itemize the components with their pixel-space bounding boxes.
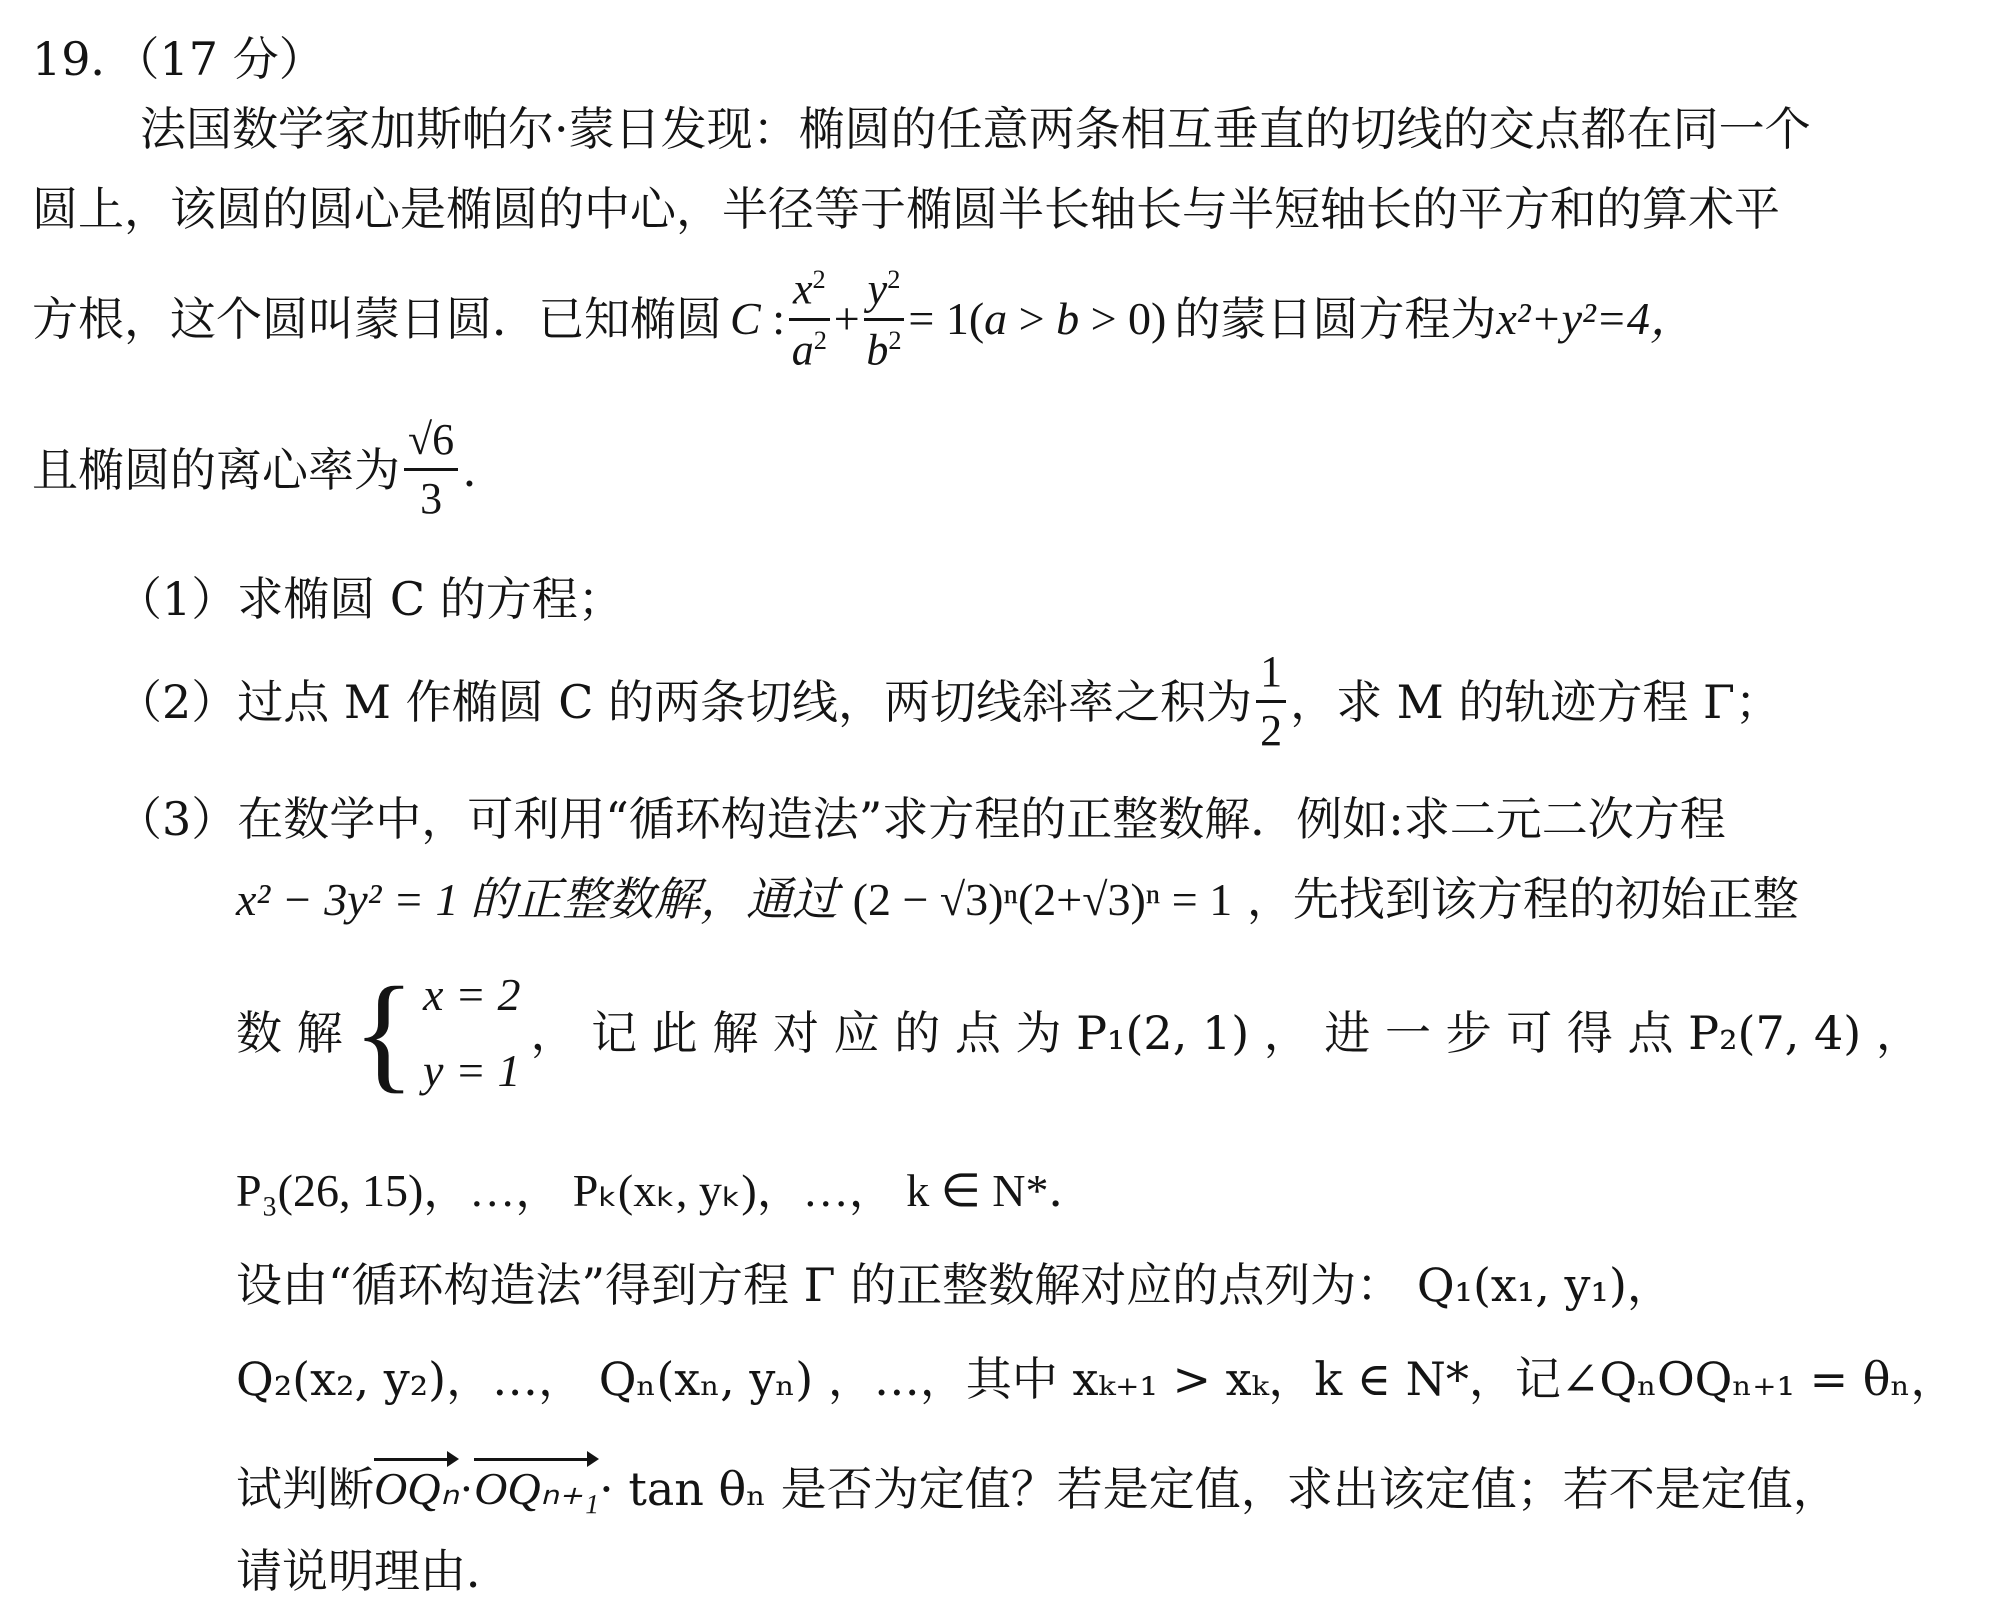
eccentricity-numerator: √6 xyxy=(404,418,458,471)
question-3-line-8: 请说明理由． xyxy=(236,1544,512,1598)
question-3-line-3-text: 数 解 xyxy=(236,1006,343,1060)
intro-line-1: 法国数学家加斯帕尔·蒙日发现：椭圆的任意两条相互垂直的切线的交点都在同一个 xyxy=(140,102,1811,156)
conjugate-product: (2 − √3)ⁿ(2+√3)ⁿ = 1 xyxy=(852,874,1233,925)
question-1: （1）求椭圆 C 的方程； xyxy=(116,572,624,626)
pell-equation: x² − 3y² = 1 的正整数解，通过 xyxy=(236,874,838,925)
question-3-line-2 xyxy=(236,872,1799,926)
vector-oqn: OQₙ xyxy=(374,1458,459,1512)
question-2-text: （2）过点 M 作椭圆 C 的两条切线，两切线斜率之积为 xyxy=(116,674,1253,729)
monge-circle-equation: x²+y²=4， xyxy=(1496,293,1696,345)
question-3-line-7-text: 试判断 xyxy=(236,1462,374,1516)
intro-line-3 xyxy=(32,264,1696,375)
intro-line-4 xyxy=(32,415,477,523)
left-brace: { xyxy=(352,961,416,1105)
initial-solution-system xyxy=(352,961,521,1105)
system-line-2: y = 1 xyxy=(423,1045,521,1096)
vector-oqn1: OQₙ₊₁ xyxy=(474,1458,599,1512)
question-3-line-2-text: ，先找到该方程的初始正整 xyxy=(1246,872,1799,926)
slope-product-fraction xyxy=(1256,647,1286,755)
question-2 xyxy=(116,647,1781,755)
dot-operator: · xyxy=(458,1463,475,1514)
intro-line-3-text-2: 的蒙日圆方程为 xyxy=(1174,292,1497,347)
eccentricity-denominator: 3 xyxy=(420,474,443,523)
question-2-text-2: ，求 M 的轨迹方程 Γ； xyxy=(1290,674,1781,729)
system-line-1: x = 2 xyxy=(423,969,521,1020)
question-3-line-7 xyxy=(236,1458,1839,1516)
question-3-line-4: P₃(26, 15)，…， Pₖ(xₖ, yₖ)，…， k ∈ N*． xyxy=(236,1165,1095,1216)
question-3-line-3 xyxy=(236,961,1922,1105)
slope-product-denominator: 2 xyxy=(1260,706,1283,755)
ellipse-equation: C : $\frac{x^2}{a^2}$ + $\frac{y^2}{b^2}$ = 1( a > b > 0) xyxy=(730,264,1167,375)
slope-product-numerator: 1 xyxy=(1256,650,1286,703)
question-3-line-3-text-2: ， 记 此 解 对 应 的 点 为 P₁(2, 1) ， 进 一 步 可 得 点 P₂(7, 4) ， xyxy=(530,1006,1922,1060)
problem-number: 19．（17 分） xyxy=(32,32,325,86)
eccentricity-fraction xyxy=(404,415,458,523)
intro-line-3-text: 方根，这个圆叫蒙日圆．已知椭圆 xyxy=(32,292,722,347)
intro-line-4-text: 且椭圆的离心率为 xyxy=(32,442,400,497)
period: . xyxy=(462,442,477,497)
question-3-line-7-text-2: · tan θₙ 是否为定值？若是定值，求出该定值；若不是定值， xyxy=(599,1462,1839,1516)
question-3-line-6: Q₂(x₂, y₂)，…， Qₙ(xₙ, yₙ) ，…，其中 xₖ₊₁ > xₖ，k ∈ N*，记∠QₙOQₙ₊₁ = θₙ， xyxy=(236,1352,1957,1406)
intro-line-2: 圆上，该圆的圆心是椭圆的中心，半径等于椭圆半长轴长与半短轴长的平方和的算术平 xyxy=(32,182,1780,236)
question-3-line-1: （3）在数学中，可利用“循环构造法”求方程的正整数解．例如:求二元二次方程 xyxy=(116,792,1726,846)
question-3-line-5: 设由“循环构造法”得到方程 Γ 的正整数解对应的点列为： Q₁(x₁, y₁)， xyxy=(236,1258,1673,1312)
